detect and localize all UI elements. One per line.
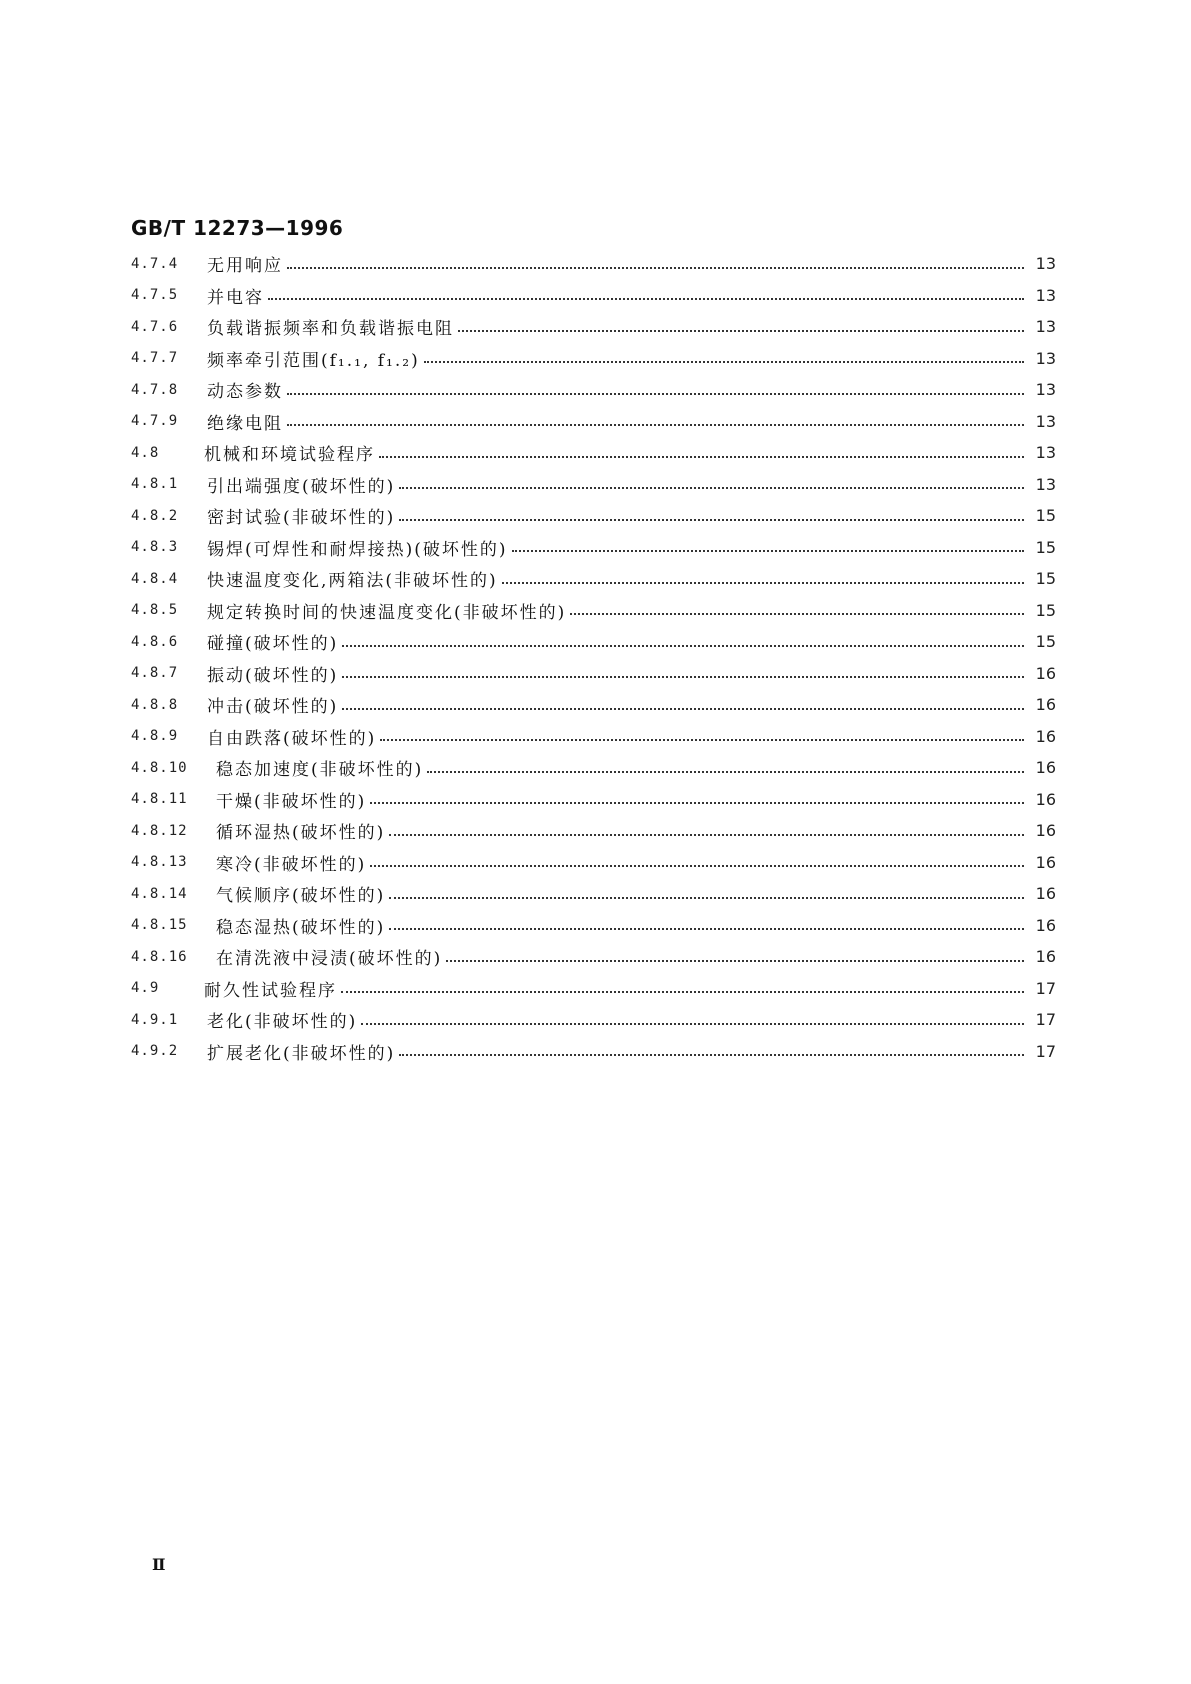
toc-entry[interactable]	[131, 626, 1056, 658]
toc-entry-title: 干燥(非破坏性的)	[216, 791, 367, 812]
toc-entry-number: 4.8.9	[131, 728, 179, 745]
toc-entry-page: 13	[1035, 254, 1056, 274]
toc-entry-page: 16	[1035, 663, 1056, 683]
toc-entry-number: 4.8.16	[131, 948, 188, 965]
dot-leader	[361, 1023, 1024, 1025]
toc-entry-title: 规定转换时间的快速温度变化(非破坏性的)	[207, 602, 567, 623]
dot-leader	[380, 739, 1024, 741]
toc-entry-page: 16	[1035, 789, 1056, 809]
toc-entry-title: 引出端强度(破坏性的)	[207, 476, 396, 497]
toc-entry-number: 4.9.1	[131, 1011, 179, 1028]
standard-code: GB/T 12273—1996	[131, 216, 344, 240]
toc-entry-number: 4.7.4	[131, 255, 179, 272]
toc-entry-page: 16	[1035, 695, 1056, 715]
toc-entry-number: 4.7.6	[131, 318, 179, 335]
dot-leader	[341, 991, 1024, 993]
toc-entry[interactable]	[131, 784, 1056, 816]
toc-entry-page: 15	[1035, 569, 1056, 589]
toc-entry-page: 15	[1035, 537, 1056, 557]
document-header	[131, 216, 343, 240]
toc-entry-page: 17	[1035, 1041, 1056, 1061]
toc-entry[interactable]	[131, 1004, 1056, 1036]
toc-entry[interactable]	[131, 437, 1056, 469]
toc-entry[interactable]	[131, 878, 1056, 910]
table-of-contents	[131, 248, 1056, 1067]
toc-entry[interactable]	[131, 721, 1056, 753]
dot-leader	[427, 771, 1024, 773]
toc-entry-title: 无用响应	[207, 256, 283, 277]
toc-entry-title: 稳态湿热(破坏性的)	[216, 917, 386, 938]
toc-entry[interactable]	[131, 815, 1056, 847]
toc-entry-title: 频率牵引范围(f₁.₁, f₁.₂)	[207, 350, 420, 371]
toc-entry-page: 13	[1035, 411, 1056, 431]
toc-entry[interactable]	[131, 689, 1056, 721]
dot-leader	[342, 676, 1024, 678]
dot-leader	[424, 361, 1024, 363]
toc-entry[interactable]	[131, 374, 1056, 406]
toc-entry[interactable]	[131, 595, 1056, 627]
toc-entry-page: 13	[1035, 348, 1056, 368]
toc-entry-title: 并电容	[207, 287, 264, 308]
toc-entry[interactable]	[131, 406, 1056, 438]
toc-entry-page: 16	[1035, 915, 1056, 935]
toc-entry-title: 自由跌落(破坏性的)	[207, 728, 377, 749]
toc-entry[interactable]	[131, 563, 1056, 595]
toc-entry-title: 老化(非破坏性的)	[207, 1012, 358, 1033]
dot-leader	[512, 550, 1024, 552]
toc-entry-number: 4.8.4	[131, 570, 179, 587]
toc-entry[interactable]	[131, 532, 1056, 564]
toc-entry-title: 气候顺序(破坏性的)	[216, 886, 386, 907]
toc-entry-page: 17	[1035, 978, 1056, 998]
toc-entry-page: 13	[1035, 443, 1056, 463]
toc-entry-page: 13	[1035, 380, 1056, 400]
toc-entry-title: 冲击(破坏性的)	[207, 697, 339, 718]
toc-entry-number: 4.8.6	[131, 633, 179, 650]
toc-entry[interactable]	[131, 941, 1056, 973]
dot-leader	[389, 897, 1024, 899]
toc-entry-page: 13	[1035, 285, 1056, 305]
toc-entry-number: 4.8.12	[131, 822, 188, 839]
toc-entry-number: 4.8.10	[131, 759, 188, 776]
toc-entry-title: 振动(破坏性的)	[207, 665, 339, 686]
toc-entry[interactable]	[131, 248, 1056, 280]
toc-entry-title: 稳态加速度(非破坏性的)	[216, 760, 424, 781]
toc-entry-title: 负载谐振频率和负载谐振电阻	[207, 319, 454, 340]
toc-entry[interactable]	[131, 910, 1056, 942]
dot-leader	[342, 645, 1024, 647]
toc-entry[interactable]	[131, 1036, 1056, 1068]
toc-entry-title: 耐久性试验程序	[204, 980, 337, 1001]
toc-entry-title: 循环湿热(破坏性的)	[216, 823, 386, 844]
toc-entry[interactable]	[131, 280, 1056, 312]
toc-entry-number: 4.8.15	[131, 917, 188, 934]
toc-entry-number: 4.8	[131, 444, 160, 461]
toc-entry-number: 4.8.3	[131, 539, 179, 556]
toc-entry[interactable]	[131, 311, 1056, 343]
toc-entry[interactable]	[131, 500, 1056, 532]
toc-entry[interactable]	[131, 752, 1056, 784]
toc-entry[interactable]	[131, 469, 1056, 501]
toc-entry-number: 4.7.8	[131, 381, 179, 398]
toc-entry-page: 15	[1035, 600, 1056, 620]
toc-entry[interactable]	[131, 343, 1056, 375]
dot-leader	[458, 330, 1024, 332]
toc-entry-title: 动态参数	[207, 382, 283, 403]
dot-leader	[389, 928, 1024, 930]
toc-entry-number: 4.8.5	[131, 602, 179, 619]
toc-entry-number: 4.8.14	[131, 885, 188, 902]
toc-entry-page: 16	[1035, 884, 1056, 904]
dot-leader	[379, 456, 1024, 458]
toc-entry-title: 在清洗液中浸渍(破坏性的)	[216, 949, 443, 970]
toc-entry-title: 绝缘电阻	[207, 413, 283, 434]
toc-entry-page: 13	[1035, 317, 1056, 337]
dot-leader	[287, 424, 1024, 426]
toc-entry-number: 4.7.7	[131, 350, 179, 367]
toc-entry-number: 4.7.9	[131, 413, 179, 430]
dot-leader	[370, 865, 1024, 867]
toc-entry[interactable]	[131, 973, 1056, 1005]
dot-leader	[399, 1054, 1024, 1056]
dot-leader	[342, 708, 1024, 710]
toc-entry-title: 快速温度变化,两箱法(非破坏性的)	[207, 571, 498, 592]
toc-entry-page: 16	[1035, 726, 1056, 746]
toc-entry-number: 4.9.2	[131, 1043, 179, 1060]
toc-entry[interactable]	[131, 658, 1056, 690]
toc-entry-number: 4.8.2	[131, 507, 179, 524]
dot-leader	[389, 834, 1024, 836]
toc-entry-number: 4.8.8	[131, 696, 179, 713]
toc-entry-title: 扩展老化(非破坏性的)	[207, 1043, 396, 1064]
dot-leader	[399, 519, 1024, 521]
toc-entry-title: 寒冷(非破坏性的)	[216, 854, 367, 875]
page-number: Ⅱ	[152, 1555, 166, 1574]
toc-entry-page: 13	[1035, 474, 1056, 494]
toc-entry-number: 4.8.11	[131, 791, 188, 808]
toc-entry-number: 4.8.7	[131, 665, 179, 682]
toc-entry-page: 16	[1035, 947, 1056, 967]
toc-entry-number: 4.7.5	[131, 287, 179, 304]
dot-leader	[446, 960, 1024, 962]
toc-entry-number: 4.9	[131, 980, 160, 997]
toc-entry-title: 密封试验(非破坏性的)	[207, 508, 396, 529]
dot-leader	[287, 267, 1024, 269]
toc-entry-title: 机械和环境试验程序	[204, 445, 375, 466]
dot-leader	[370, 802, 1024, 804]
dot-leader	[287, 393, 1024, 395]
toc-entry[interactable]	[131, 847, 1056, 879]
dot-leader	[502, 582, 1024, 584]
dot-leader	[570, 613, 1024, 615]
toc-entry-page: 17	[1035, 1010, 1056, 1030]
toc-entry-page: 16	[1035, 852, 1056, 872]
toc-entry-page: 16	[1035, 758, 1056, 778]
toc-entry-title: 碰撞(破坏性的)	[207, 634, 339, 655]
toc-entry-number: 4.8.13	[131, 854, 188, 871]
dot-leader	[399, 487, 1024, 489]
toc-entry-page: 15	[1035, 632, 1056, 652]
toc-entry-title: 锡焊(可焊性和耐焊接热)(破坏性的)	[207, 539, 508, 560]
toc-entry-page: 15	[1035, 506, 1056, 526]
dot-leader	[268, 298, 1024, 300]
toc-entry-page: 16	[1035, 821, 1056, 841]
toc-entry-number: 4.8.1	[131, 476, 179, 493]
